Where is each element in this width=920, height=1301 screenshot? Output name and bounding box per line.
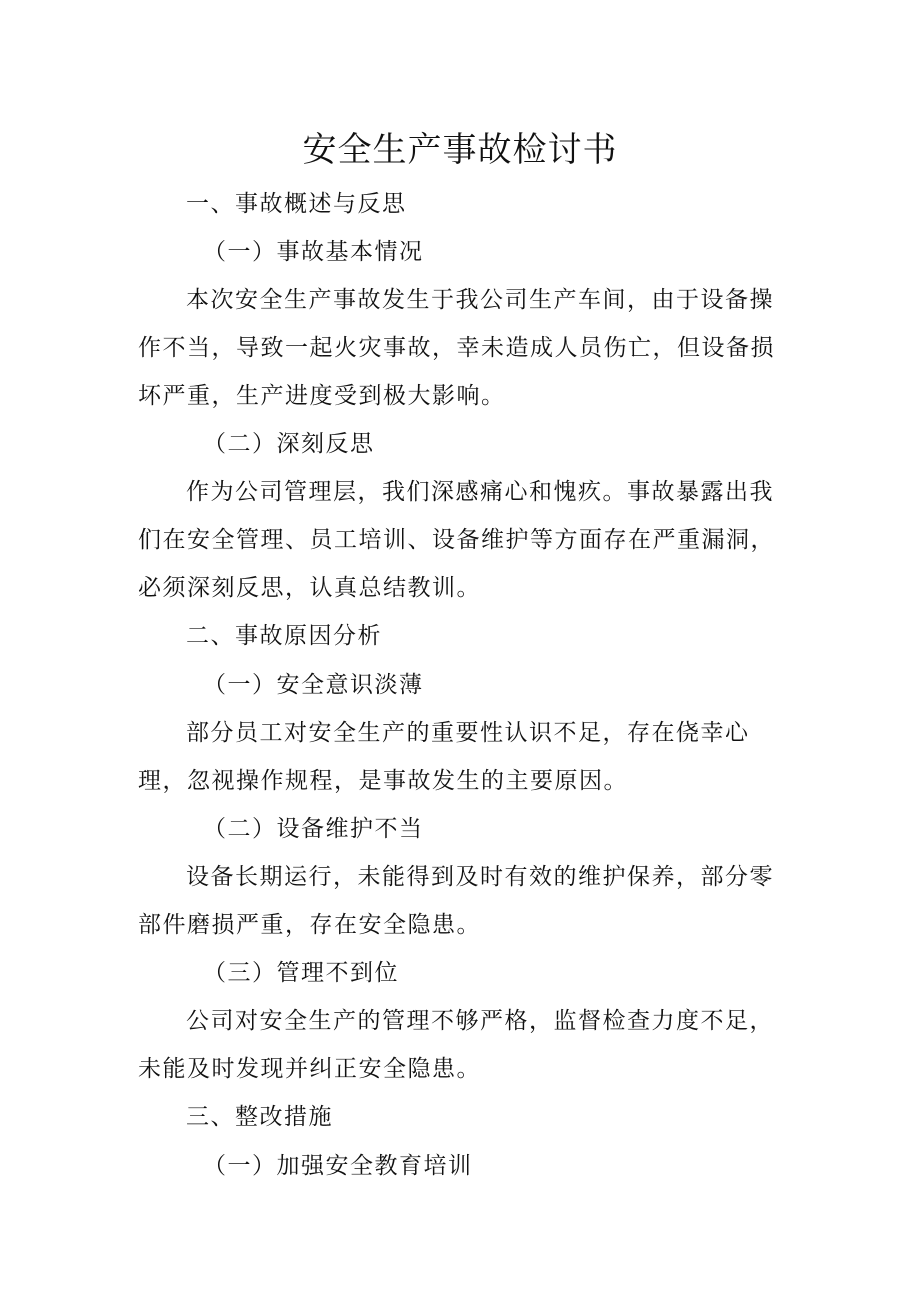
subsection-heading-3-1: （一）加强安全教育培训 (203, 1153, 473, 1179)
paragraph-line: 部件磨损严重，存在安全隐患。 (138, 912, 481, 938)
section-heading-1: 一、事故概述与反思 (186, 191, 407, 217)
paragraph-line: 本次安全生产事故发生于我公司生产车间，由于设备操 (186, 287, 774, 313)
paragraph-line: 设备长期运行，未能得到及时有效的维护保养，部分零 (186, 864, 774, 890)
paragraph-line: 必须深刻反思，认真总结教训。 (138, 575, 481, 601)
section-heading-3: 三、整改措施 (186, 1104, 333, 1130)
paragraph-line: 作不当，导致一起火灾事故，幸未造成人员伤亡，但设备损 (138, 335, 775, 361)
paragraph-line: 部分员工对安全生产的重要性认识不足，存在侥幸心 (186, 720, 750, 746)
paragraph-line: 公司对安全生产的管理不够严格，监督检查力度不足， (186, 1008, 774, 1034)
document-title: 安全生产事故检讨书 (302, 130, 618, 170)
section-heading-2: 二、事故原因分析 (186, 623, 382, 649)
subsection-heading-2-3: （三）管理不到位 (203, 960, 399, 986)
paragraph-line: 作为公司管理层，我们深感痛心和愧疚。事故暴露出我 (186, 479, 774, 505)
subsection-heading-2-2: （二）设备维护不当 (203, 816, 424, 842)
subsection-heading-1-2: （二）深刻反思 (203, 431, 375, 457)
paragraph-line: 们在安全管理、员工培训、设备维护等方面存在严重漏洞， (138, 527, 775, 553)
paragraph-line: 坏严重，生产进度受到极大影响。 (138, 383, 506, 409)
paragraph-line: 理，忽视操作规程，是事故发生的主要原因。 (138, 768, 628, 794)
paragraph-line: 未能及时发现并纠正安全隐患。 (138, 1056, 481, 1082)
subsection-heading-2-1: （一）安全意识淡薄 (203, 672, 424, 698)
subsection-heading-1-1: （一）事故基本情况 (203, 239, 424, 265)
